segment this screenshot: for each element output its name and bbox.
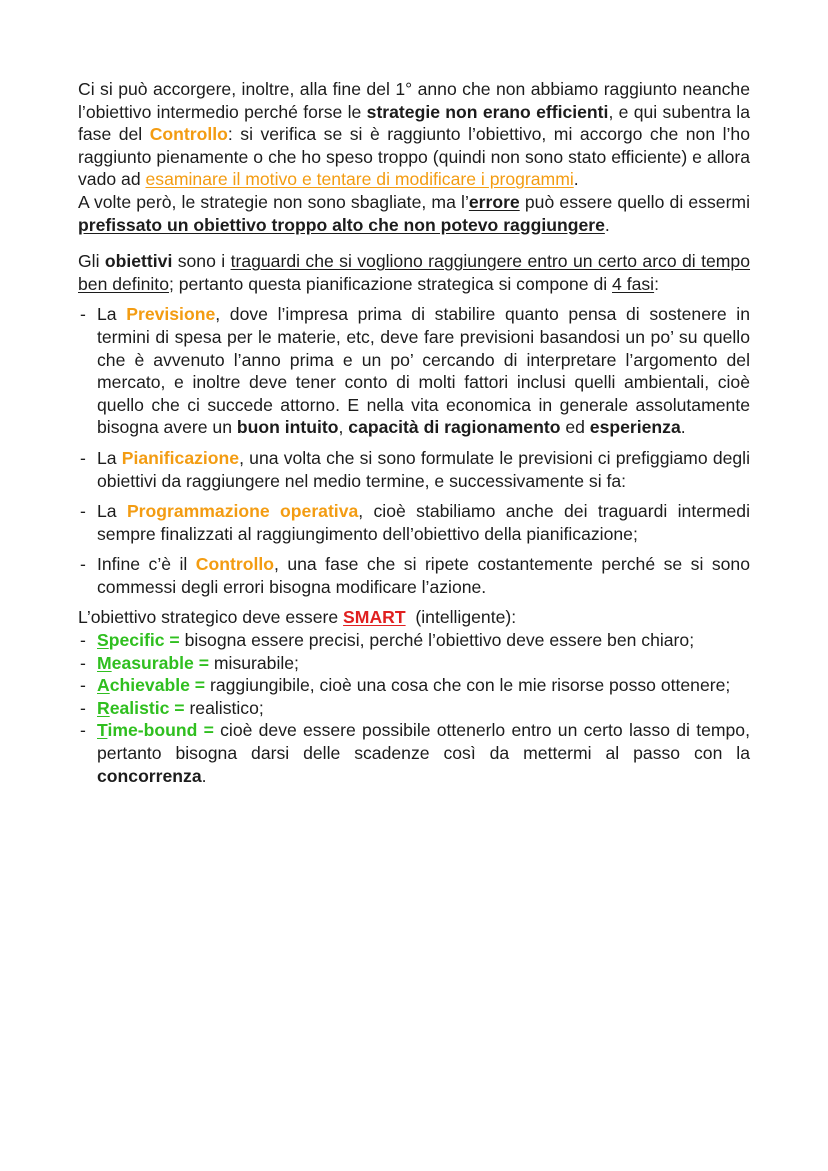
paragraph-obiettivi [78,250,750,295]
paragraph-errore [78,191,750,236]
bold-concorrenza: concorrenza [97,765,202,786]
smart-item-time-bound [78,719,750,787]
text: R [97,697,110,718]
text: Gli [78,251,105,272]
smart-term [97,653,214,673]
bold-esperienza: esperienza [589,417,681,438]
text: . [604,214,610,235]
text: A volte però, le strategie non sono sbagliate, ma l’ [78,191,469,212]
text: , cioè stabiliamo anche dei traguardi intermedi sempre finalizzati al raggiungimento dell’obiettivo della pianificazione; [97,501,750,544]
smart-item-realistic [78,697,750,720]
text: , dove l’impresa prima di stabilire quanto pensa di sostenere in termini di spesa per le materie, etc, deve fare previsioni basandosi un po’ su quello che è avvenuto l’anno prima e un po’ cercando di interpretare l’argomento del mercato, e inoltre deve tener conto di molti fattori inclusi quelli ambientali, cioè quello che ci succede attorno. E nella vita economica in generale assolutamente bisogna avere un [97,304,750,438]
text: L’obiettivo strategico deve essere [78,607,344,628]
text: chievable [109,675,190,696]
phases-list [78,303,750,598]
text: S [97,630,109,651]
text: Ci si può accorgere, inoltre, alla fine del 1° anno che non abbiamo raggiunto neanche l’obiettivo intermedio perché forse le [78,79,750,122]
text: pecific [108,630,165,651]
smart-desc: cioè deve essere possibile ottenerlo entro un certo lasso di tempo, pertanto bisogna darsi delle scadenze così da mettermi al passo con la [97,720,750,764]
link-esaminare[interactable]: esaminare il motivo e tentare di modificare i programmi [145,169,574,190]
bold-strategie: strategie non erano efficienti [366,101,609,122]
text: ed [560,417,590,438]
text: La [97,304,127,325]
bold-ragionamento: capacità di ragionamento [348,417,561,438]
text: T [97,720,108,741]
bold-errore: errore [468,191,520,212]
term-programmazione: Programmazione operativa [126,501,359,522]
bold-intuito: buon intuito [236,417,339,438]
text: M [97,652,112,673]
term-controllo: Controllo [149,124,228,145]
text: . [680,417,686,438]
smart-desc: realistico; [189,697,264,718]
text: . [573,169,579,190]
text: : [654,273,659,294]
bold-obiettivo-alto: prefissato un obiettivo troppo alto che non potevo raggiungere [78,214,605,235]
text: = [189,675,210,696]
text: ealistic [109,697,170,718]
term-smart: SMART [343,607,406,628]
smart-term [97,675,210,695]
text: = [197,720,221,741]
text: . [201,765,207,786]
smart-term [97,720,220,740]
underlined-4-fasi: 4 fasi [612,273,655,294]
text: = [164,630,185,651]
term-previsione: Previsione [126,304,216,325]
list-item-controllo [78,553,750,598]
smart-item-achievable [78,674,750,697]
document-page [78,78,750,787]
smart-desc: misurabile; [213,652,299,673]
underlined-traguardi: traguardi che si vogliono raggiungere entro un certo arco di tempo ben definito [78,251,751,294]
list-item-pianificazione [78,447,750,492]
term-pianificazione: Pianificazione [121,447,240,468]
text: = [169,697,190,718]
text: Infine c’è il [97,554,196,575]
text: (intelligente): [405,607,517,628]
smart-term [97,698,189,718]
smart-intro [78,606,750,629]
smart-desc: bisogna essere precisi, perché l’obiettivo deve essere ben chiaro; [184,630,695,651]
text: easurable [111,652,194,673]
text: , una fase che si ripete costantemente perché se si sono commessi degli errori bisogna modificare l’azione. [97,554,750,597]
list-item-previsione [78,303,750,439]
term-controllo: Controllo [195,554,274,575]
smart-desc: raggiungibile, cioè una cosa che con le mie risorse posso ottenere; [209,675,731,696]
text: sono i [172,251,231,272]
paragraph-controllo [78,78,750,191]
smart-item-specific [78,629,750,652]
bold-obiettivi: obiettivi [104,251,173,272]
text: ime-bound [107,720,198,741]
text: , [338,417,349,438]
smart-item-measurable [78,652,750,675]
text: : si verifica se si è raggiunto l’obiettivo, mi accorgo che non l’ho raggiunto pienamente o che ho speso troppo (quindi non sono stato efficiente) e allora vado ad [78,124,751,190]
text: , e qui subentra la fase del [78,101,750,145]
text: può essere quello di essermi [519,191,750,212]
text: La [97,447,122,468]
smart-term [97,630,185,650]
text: , una volta che si sono formulate le previsioni ci prefiggiamo degli obiettivi da raggiungere nel medio termine, e successivamente si fa: [97,447,750,491]
text: = [193,652,214,673]
text: A [97,675,110,696]
text: ; pertanto questa pianificazione strategica si compone di [168,273,613,294]
list-item-programmazione [78,500,750,545]
smart-list [78,629,750,787]
text: La [97,501,127,522]
